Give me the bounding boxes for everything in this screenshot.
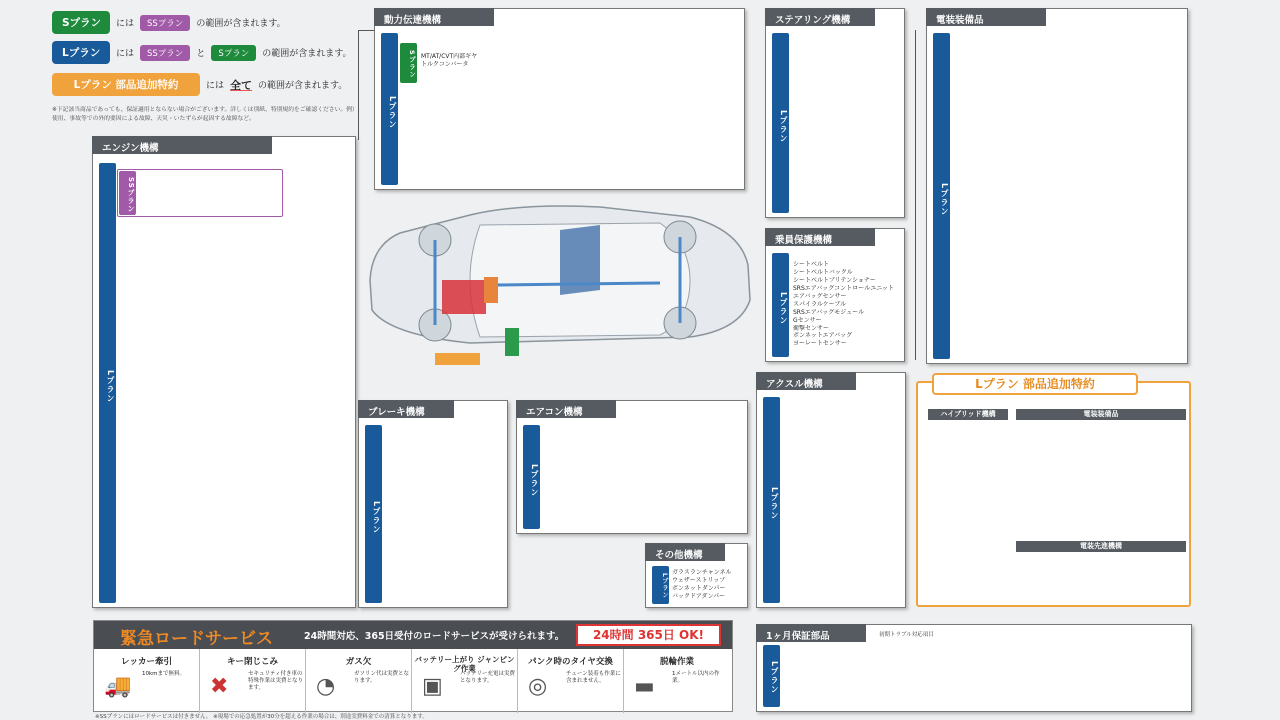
service-key [200, 649, 306, 713]
service-derail [624, 649, 730, 713]
aircon-title: エアコン機構 [516, 400, 616, 418]
l-plan-stripe: Lプラン [933, 33, 950, 359]
other-title: その他機構 [645, 543, 725, 561]
service-tire [518, 649, 624, 713]
service-desc: 1メートル以内の作業。 [672, 671, 720, 684]
advanced-electrical-list [1018, 555, 1034, 605]
occupant-title: 乗員保護機構 [765, 228, 875, 246]
aircon-panel [516, 400, 748, 534]
emergency-title: 緊急ロードサービス [120, 629, 273, 649]
s-plan-badge: Sプラン [52, 11, 110, 34]
connector-line [358, 30, 374, 31]
legend-l-plus [52, 73, 347, 96]
car-icon: ▬ [634, 674, 655, 699]
part-item: SRSエアバッグモジュール [793, 308, 865, 316]
one-month-warranty-panel [756, 624, 1192, 712]
electrical-title: 電装装備品 [926, 8, 1046, 26]
axle-panel [756, 372, 906, 608]
l-plan-stripe: Lプラン [772, 253, 789, 357]
legend-text: と [196, 49, 206, 59]
brake-title: ブレーキ機構 [358, 400, 454, 418]
emergency-subtitle: 24時間対応、365日受付のロードサービスが受けられます。 [304, 631, 565, 642]
emergency-footnote: ※SSプランにはロードサービスは付きません。 ※現場での応急処置が30分を超える作業の場合は、別途実費料金での清算となります。 [95, 714, 428, 720]
l-plan-stripe: Lプラン [763, 645, 780, 707]
transmission-highlight [484, 277, 498, 303]
steering-title: ステアリング機構 [765, 8, 875, 26]
l-plan-stripe: Lプラン [772, 33, 789, 213]
service-title: キー閉じこみ [226, 657, 278, 667]
ss-plan-stripe: SSプラン [119, 171, 136, 215]
part-item: 衝撃センサー [793, 324, 830, 332]
warranty-list [783, 645, 839, 701]
service-title: パンク時のタイヤ交換 [528, 657, 613, 667]
service-tow [94, 649, 200, 713]
l-plus-badge: Lプラン 部品追加特約 [52, 73, 200, 96]
legend-s-plan [52, 11, 286, 34]
l-plan-stripe: Lプラン [365, 425, 382, 603]
engine-list [121, 228, 151, 641]
part-item: MT/AT/CVT内部ギヤ [421, 53, 478, 60]
exhaust-highlight [435, 353, 480, 365]
disclaimer-note: ※下記該当商品であっても、保証適用とならない場合がございます。詳しくは別紙、特別規約をご確認ください。例）使用、事故等での外的要因による故障、天災・いたずらが起因する故障など。 [52, 107, 358, 122]
connector-line [915, 30, 916, 360]
steering-panel [765, 8, 905, 218]
ss-plan-pill: SSプラン [140, 15, 190, 31]
service-title: レッカー牽引 [121, 657, 172, 667]
service-desc: セキュリティ付き車の特殊作業は実費となります。 [248, 671, 304, 691]
part-item: シートベルトバックル [793, 268, 853, 276]
ss-plan-pill: SSプラン [140, 45, 190, 61]
l-plan-stripe: Lプラン [523, 425, 540, 529]
l-plan-addon-panel [916, 377, 1191, 607]
part-item: ウェザーストリップ [672, 576, 726, 584]
l-plan-stripe: Lプラン [652, 566, 669, 604]
emergency-road-service-panel [93, 620, 733, 712]
legend-text: には [116, 49, 135, 59]
engine-ss-list [141, 175, 179, 215]
warranty-tag: 初期トラブル対応項目 [875, 629, 938, 639]
part-item: スパイラルケーブル [793, 300, 847, 308]
s-plan-pill: Sプラン [211, 45, 256, 61]
other-list [672, 569, 731, 601]
car-cutaway-illustration [360, 185, 755, 365]
brake-panel [358, 400, 508, 608]
s-plan-stripe: Sプラン [400, 43, 417, 83]
legend-text: の範囲が含まれます。 [258, 81, 348, 91]
legend-text: の範囲が含まれます。 [196, 19, 286, 29]
tow-truck-icon: 🚚 [104, 674, 132, 699]
aircon-highlight [505, 328, 519, 356]
part-item: トルクコンバータ [421, 60, 469, 68]
engine-panel [92, 136, 356, 608]
warranty-title: 1ヶ月保証部品 [756, 624, 866, 642]
electrical-panel [926, 8, 1188, 364]
aircon-list [545, 431, 633, 598]
legend-l-plan [52, 41, 352, 64]
hybrid-title: ハイブリッド機構 [928, 409, 1008, 420]
service-desc: ガソリン代は実費となります。 [354, 671, 410, 684]
part-item: ボンネットエアバッグ [793, 332, 853, 340]
service-title: ガス欠 [345, 657, 372, 667]
part-item: シートベルト [793, 261, 830, 268]
drivetrain-panel [374, 8, 745, 190]
service-desc: チェーン装着も作業に含まれません。 [566, 671, 621, 684]
part-item: SRSエアバッグコントロールユニット [793, 284, 894, 292]
addon-electrical-title: 電装装備品 [1016, 409, 1186, 420]
axle-title: アクスル機構 [756, 372, 856, 390]
part-item: シートベルトプリテンショナー [793, 276, 876, 284]
24h-ok-badge: 24時間 365日 OK! [576, 624, 721, 646]
service-title: バッテリー上がり ジャンピング作業 [414, 655, 515, 673]
advanced-electrical-title: 電装先進機構 [1016, 541, 1186, 552]
drivetrain-title: 動力伝達機構 [374, 8, 494, 26]
part-item: ヨーレートセンサー [793, 340, 847, 348]
connector-line [358, 30, 359, 140]
l-plan-badge: Lプラン [52, 41, 110, 64]
all-text: 全て [230, 78, 253, 92]
occupant-list [793, 261, 894, 348]
service-desc: 10kmまで無料。 [142, 671, 186, 677]
part-item: Gセンサー [793, 316, 822, 324]
engine-highlight [442, 280, 486, 314]
legend-text: には [206, 81, 225, 91]
l-plan-stripe: Lプラン [99, 163, 116, 603]
part-item: ガラスランチャンネル [672, 569, 732, 576]
l-plan-stripe: Lプラン [381, 33, 398, 185]
occupant-protection-panel [765, 228, 905, 362]
legend-text: には [116, 19, 135, 29]
tire-icon: ◎ [528, 674, 548, 699]
battery-icon: ▣ [422, 674, 443, 699]
service-desc: バッテリー充電は実費となります。 [460, 671, 516, 684]
service-battery [412, 649, 518, 713]
other-panel [645, 543, 748, 608]
part-item: エアバッグセンサー [793, 292, 847, 300]
engine-title: エンジン機構 [92, 136, 272, 154]
drivetrain-s-list [421, 53, 477, 69]
part-item: バックドアダンパー [672, 592, 726, 600]
part-item: ボンネットダンパー [672, 584, 726, 592]
service-fuel [306, 649, 412, 713]
key-lockout-icon: ✖ [210, 674, 229, 699]
legend-text: の範囲が含まれます。 [262, 49, 352, 59]
l-plan-stripe: Lプラン [763, 397, 780, 603]
fuel-gauge-icon: ◔ [316, 674, 336, 699]
service-title: 脱輪作業 [659, 657, 694, 667]
l-plan-addon-title: Lプラン 部品追加特約 [932, 373, 1138, 395]
